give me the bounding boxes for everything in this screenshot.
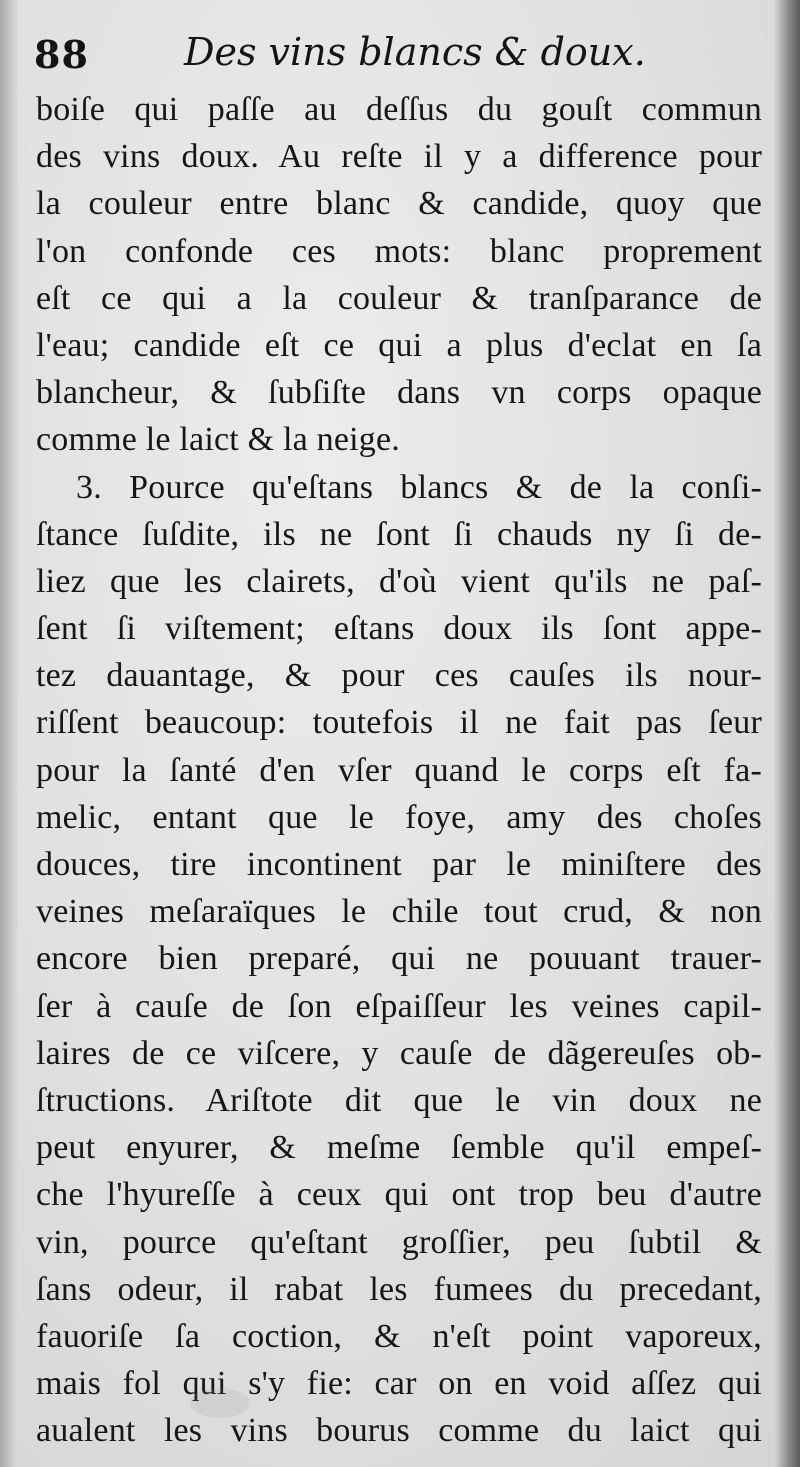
text-line: comme le laict & la neige. bbox=[36, 421, 400, 459]
text-line: tez dauantage, & pour ces cauſes ils nour- bbox=[36, 657, 762, 695]
text-line: riſſent beaucoup: toutefois il ne fait pas ſeur bbox=[36, 704, 762, 742]
text-line: peut enyurer, & meſme ſemble qu'il empeſ- bbox=[36, 1129, 762, 1167]
page-number: 88 bbox=[34, 32, 89, 77]
text-line: che l'hyureſſe à ceux qui ont trop beu d'autre bbox=[36, 1176, 762, 1214]
text-line: la couleur entre blanc & candide, quoy que bbox=[36, 185, 762, 223]
text-line: l'on confonde ces mots: blanc proprement bbox=[36, 232, 762, 270]
running-title: Des vins blancs & doux. bbox=[184, 30, 646, 74]
text-line: vin, pource qu'eſtant groſſier, peu ſubtil & bbox=[36, 1223, 762, 1261]
text-line: blancheur, & ſubſiſte dans vn corps opaque bbox=[36, 374, 762, 412]
text-line: ſtructions. Ariſtote dit que le vin doux ne bbox=[36, 1081, 762, 1119]
body-text bbox=[36, 86, 762, 1454]
text-line: fauoriſe ſa coction, & n'eſt point vaporeux, bbox=[36, 1317, 762, 1355]
paragraph-start-line: 3. Pource qu'eſtans blancs & de la conſi- bbox=[76, 468, 762, 506]
text-line: melic, entant que le foye, amy des choſes bbox=[36, 798, 762, 836]
page-left-edge bbox=[0, 0, 18, 1467]
text-line: liez que les clairets, d'où vient qu'ils ne paſ- bbox=[36, 562, 762, 600]
text-line: ſans odeur, il rabat les fumees du precedant, bbox=[36, 1270, 762, 1308]
text-line: l'eau; candide eſt ce qui a plus d'eclat en ſa bbox=[36, 326, 762, 364]
text-line: eſt ce qui a la couleur & tranſparance de bbox=[36, 279, 762, 317]
text-line: laires de ce viſcere, y cauſe de dãgereuſes ob- bbox=[36, 1034, 762, 1072]
text-line: pour la ſanté d'en vſer quand le corps eſt fa- bbox=[36, 751, 762, 789]
text-line: ſer à cauſe de ſon eſpaiſſeur les veines capil- bbox=[36, 987, 762, 1025]
page-right-edge bbox=[774, 0, 800, 1467]
text-line: boiſe qui paſſe au deſſus du gouſt commun bbox=[36, 91, 762, 128]
text-line: ſtance ſuſdite, ils ne ſont ſi chauds ny ſi de- bbox=[36, 515, 762, 553]
ink-smudge bbox=[190, 1388, 250, 1418]
text-line: encore bien preparé, qui ne pouuant trauer- bbox=[36, 940, 762, 978]
text-line: veines meſaraïques le chile tout crud, & non bbox=[36, 893, 762, 931]
text-line: mais fol qui s'y fie: car on en void aſſez qui bbox=[36, 1365, 762, 1403]
text-line: des vins doux. Au reſte il y a difference pour bbox=[36, 138, 762, 176]
text-line: ſent ſi viſtement; eſtans doux ils ſont appe- bbox=[36, 610, 762, 648]
text-line: aualent les vins bourus comme du laict qui bbox=[36, 1412, 762, 1450]
text-line: douces, tire incontinent par le miniſtere des bbox=[36, 846, 762, 883]
page-header bbox=[34, 28, 754, 84]
